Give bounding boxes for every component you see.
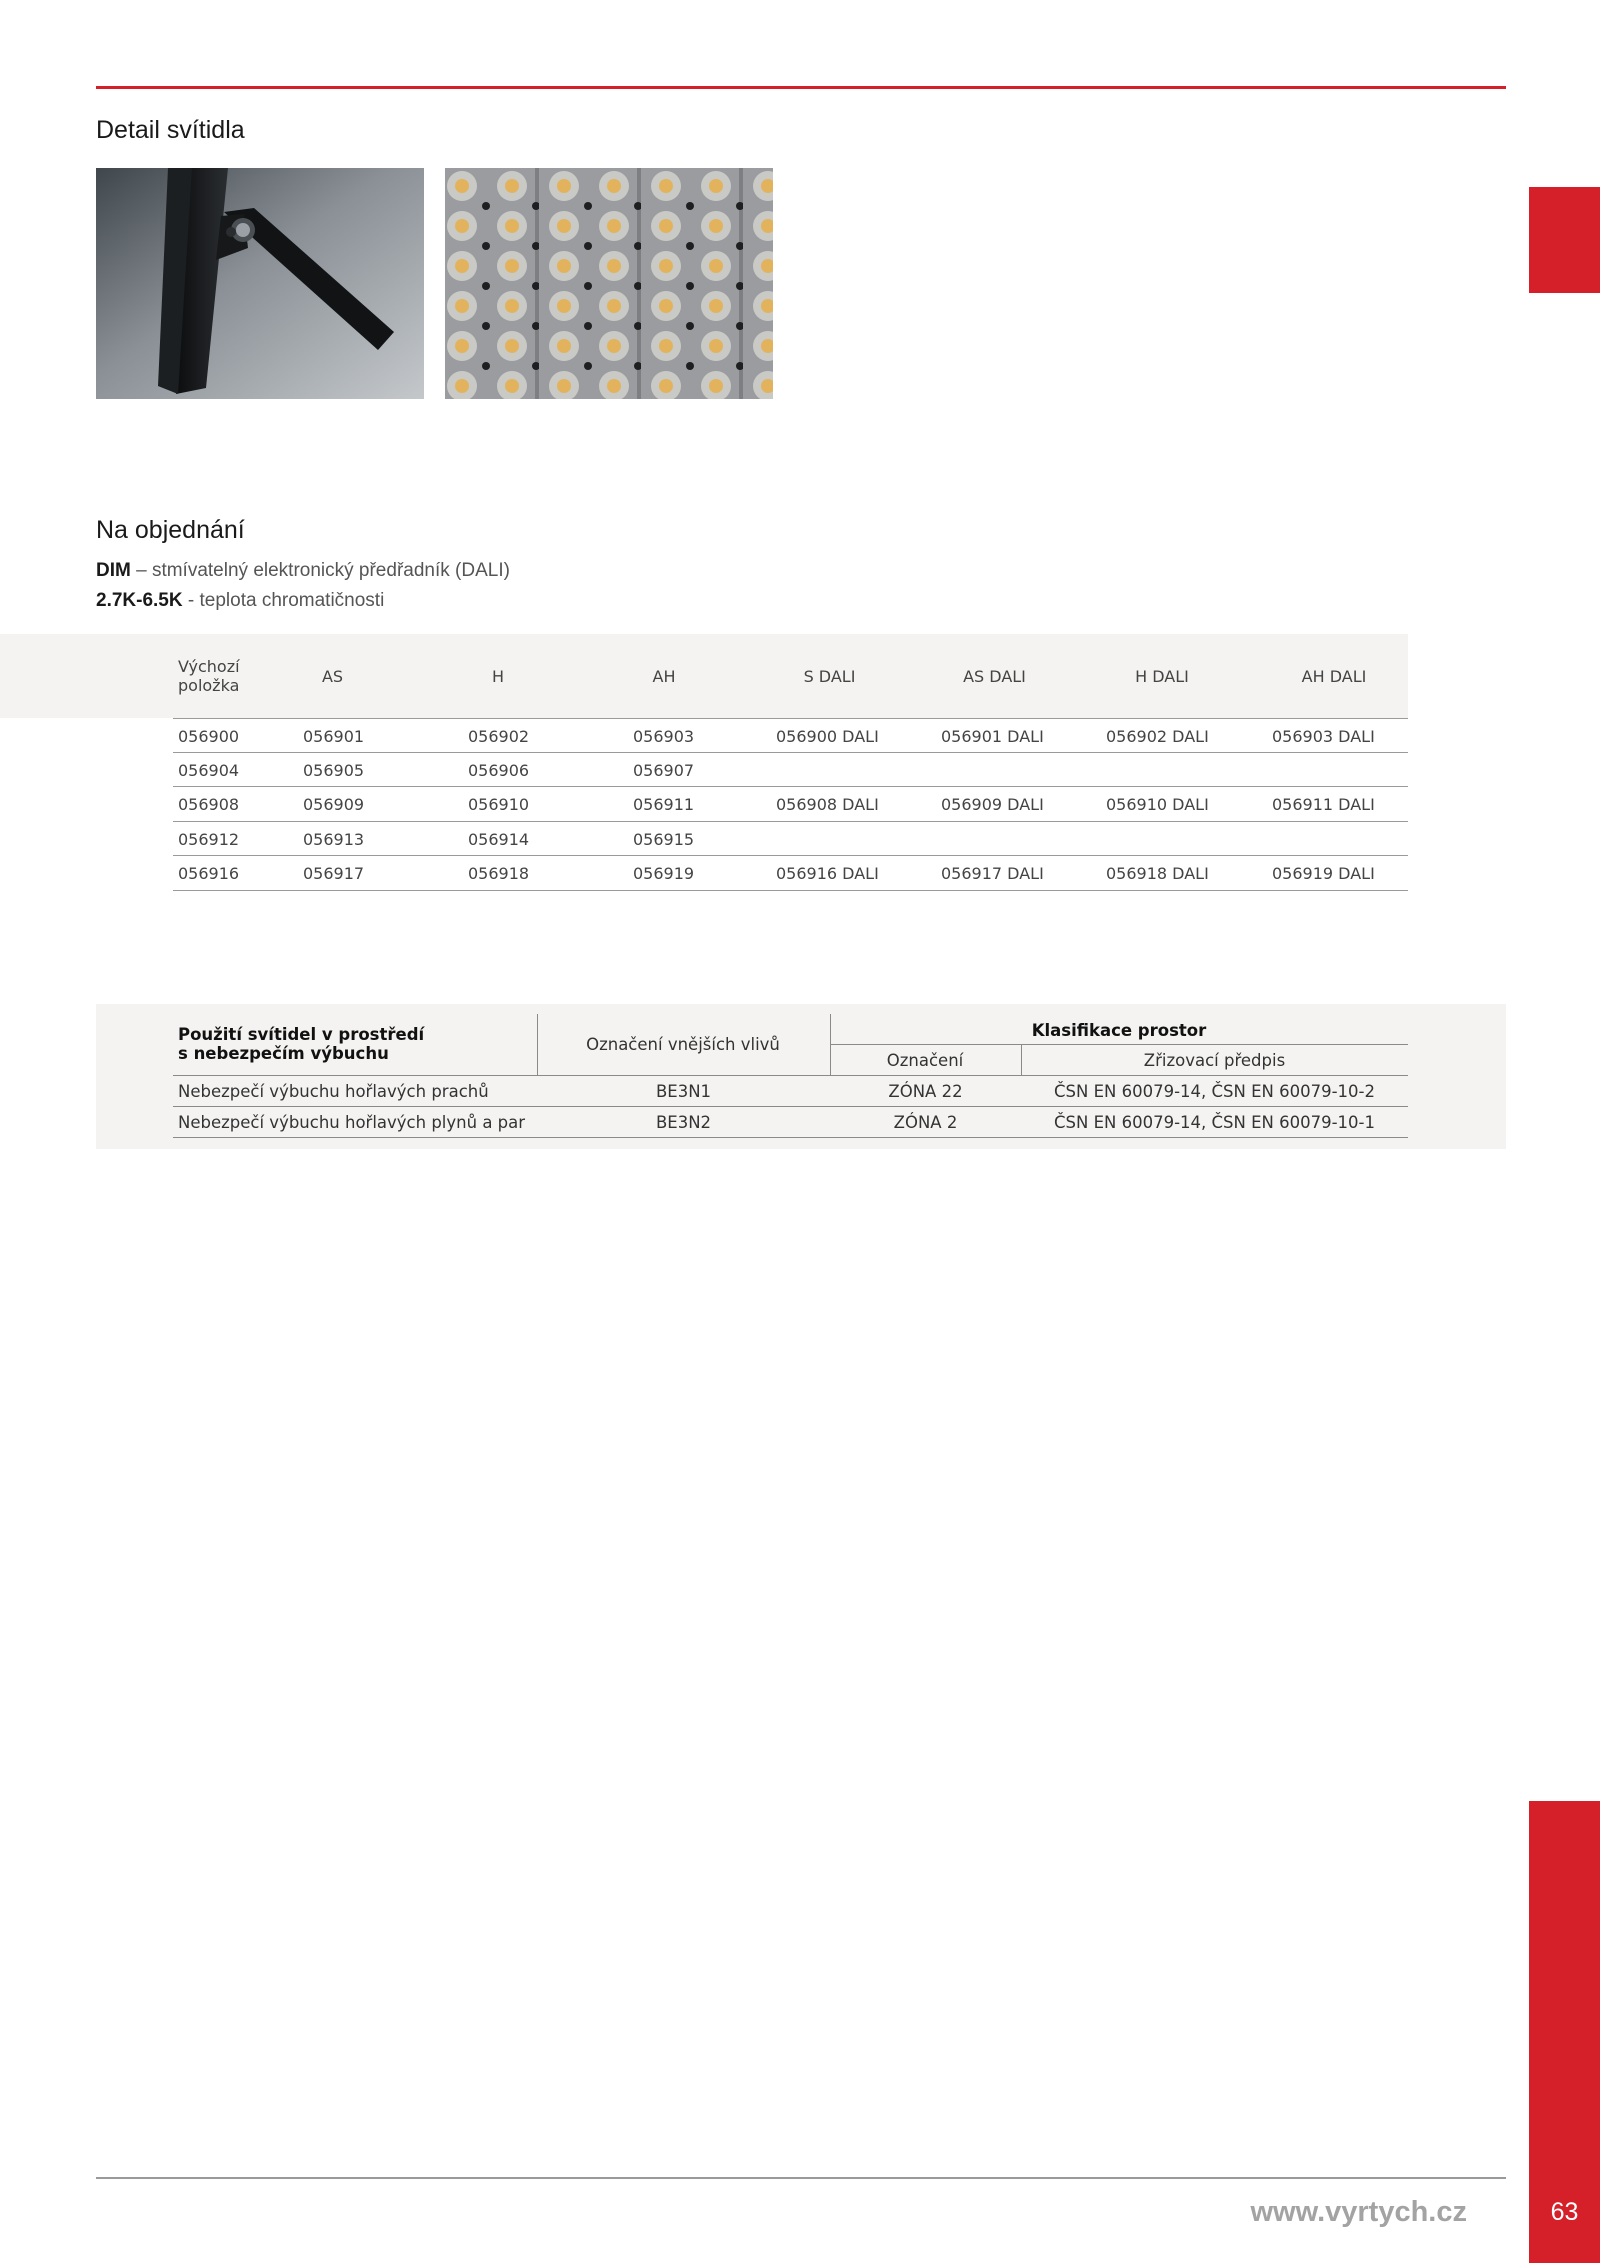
order-table-row-divider <box>173 890 1408 891</box>
order-table-header: Výchozí položka <box>178 657 240 695</box>
order-table-cell: 056902 DALI <box>1106 726 1209 746</box>
order-table-cell: 056906 <box>468 760 530 780</box>
order-table-cell: 056900 <box>178 726 240 746</box>
order-table-cell: 056900 DALI <box>776 726 879 746</box>
class-cell: Nebezpečí výbuchu hořlavých prachů <box>178 1081 489 1101</box>
order-table-header: AH DALI <box>1301 666 1367 686</box>
footer-divider <box>96 2177 1506 2179</box>
order-table-cell: 056911 <box>633 795 695 815</box>
order-table-cell: 056912 <box>178 829 240 849</box>
legend-cct-key: 2.7K-6.5K <box>96 590 183 611</box>
legend-dim-text: – stmívatelný elektronický předřadník (DALI) <box>130 560 510 581</box>
class-col1-header: Použití svítidel v prostředí s nebezpečím výbuchu <box>178 1025 425 1063</box>
order-table-cell: 056909 <box>303 795 365 815</box>
class-group-header: Klasifikace prostor <box>1031 1020 1207 1040</box>
order-table-cell: 056916 DALI <box>776 864 879 884</box>
order-table-cell: 056910 DALI <box>1106 795 1209 815</box>
order-table-header: AS DALI <box>963 666 1026 686</box>
order-table-cell: 056908 <box>178 795 240 815</box>
order-table-cell: 056905 <box>303 760 365 780</box>
order-table-header: AH <box>652 666 676 686</box>
class-cell: BE3N2 <box>655 1112 712 1132</box>
order-table-cell: 056913 <box>303 829 365 849</box>
order-table-cell: 056901 <box>303 726 365 746</box>
legend-dim <box>96 560 510 582</box>
class-divider <box>1021 1044 1022 1075</box>
order-table-cell: 056917 DALI <box>941 864 1044 884</box>
footer-url: www.vyrtych.cz <box>1250 2196 1467 2228</box>
class-divider <box>173 1137 1408 1138</box>
order-table-cell: 056908 DALI <box>776 795 879 815</box>
order-table-cell: 056918 <box>468 864 530 884</box>
order-table-cell: 056910 <box>468 795 530 815</box>
class-cell: ZÓNA 22 <box>888 1081 963 1101</box>
class-cell: ZÓNA 2 <box>893 1112 958 1132</box>
page-number: 63 <box>1550 2198 1579 2226</box>
legend-dim-key: DIM <box>96 560 131 581</box>
order-table-cell: 056919 DALI <box>1272 864 1375 884</box>
order-table-cell: 056904 <box>178 760 240 780</box>
order-table-header: AS <box>321 666 344 686</box>
class-cell: Nebezpečí výbuchu hořlavých plynů a par <box>178 1112 526 1132</box>
order-title: Na objednání <box>96 516 245 544</box>
order-table-cell: 056918 DALI <box>1106 864 1209 884</box>
legend-cct-text: - teplota chromatičnosti <box>182 590 385 611</box>
legend-cct <box>96 590 384 612</box>
top-divider <box>96 86 1506 89</box>
class-cell: ČSN EN 60079-14, ČSN EN 60079-10-2 <box>1053 1081 1375 1101</box>
order-table-cell: 056917 <box>303 864 365 884</box>
class-divider <box>537 1014 538 1075</box>
order-table-header: S DALI <box>803 666 856 686</box>
order-table-cell: 056909 DALI <box>941 795 1044 815</box>
order-table-cell: 056919 <box>633 864 695 884</box>
order-table-cell: 056916 <box>178 864 240 884</box>
order-table-cell: 056901 DALI <box>941 726 1044 746</box>
order-table-cell: 056911 DALI <box>1272 795 1375 815</box>
class-divider <box>830 1044 1408 1045</box>
class-col2-header: Označení vnějších vlivů <box>586 1034 780 1054</box>
led-module-photo <box>445 168 773 399</box>
detail-title: Detail svítidla <box>96 116 245 144</box>
order-table-cell: 056903 DALI <box>1272 726 1375 746</box>
class-sub-header-regulation: Zřizovací předpis <box>1143 1050 1286 1070</box>
class-sub-header-designation: Označení <box>886 1050 964 1070</box>
order-table-header: H <box>491 666 505 686</box>
luminaire-side-photo <box>96 168 424 399</box>
order-table-header: H DALI <box>1135 666 1189 686</box>
order-table-cell: 056903 <box>633 726 695 746</box>
order-table-cell: 056914 <box>468 829 530 849</box>
order-table-cell: 056907 <box>633 760 695 780</box>
order-table-cell: 056902 <box>468 726 530 746</box>
side-tab-marker <box>1529 187 1600 293</box>
class-cell: BE3N1 <box>655 1081 712 1101</box>
class-cell: ČSN EN 60079-14, ČSN EN 60079-10-1 <box>1053 1112 1375 1132</box>
side-tab-marker-bottom <box>1529 1801 1600 2263</box>
order-table-cell: 056915 <box>633 829 695 849</box>
